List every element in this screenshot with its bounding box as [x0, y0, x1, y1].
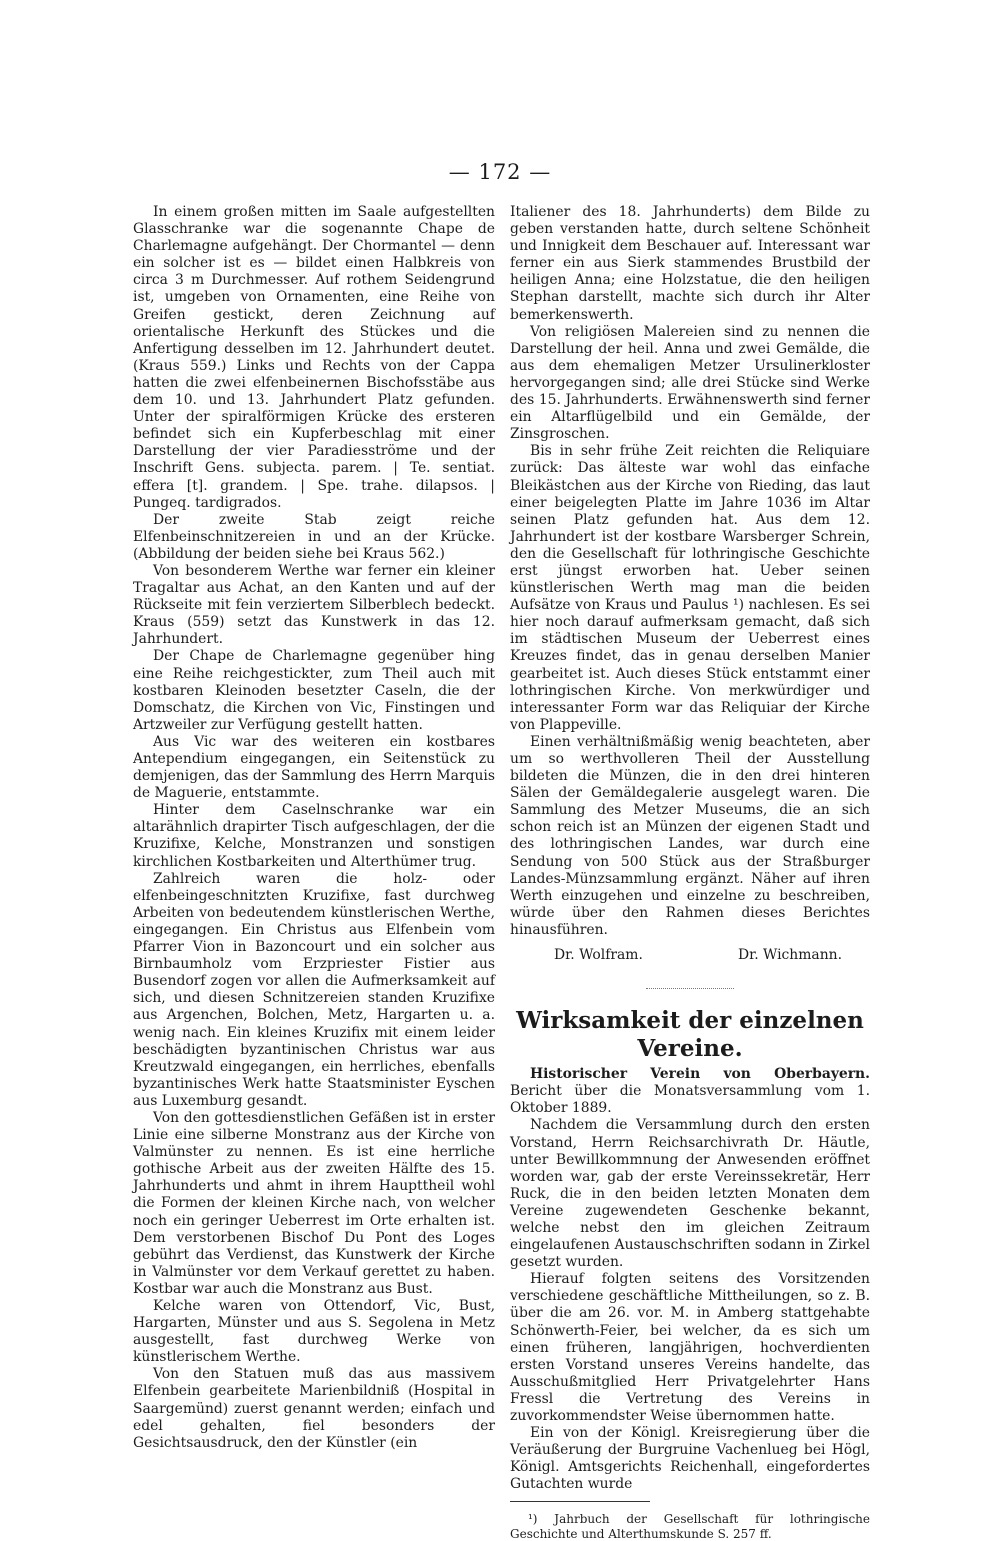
paragraph: Kelche waren von Ottendorf, Vic, Bust, Hargarten, Münster und aus S. Segolena in Metz ausgestellt, fast durchweg Werke von künstlerischem Werthe. [133, 1298, 495, 1366]
paragraph: Von den gottesdienstlichen Gefäßen ist in erster Linie eine silberne Monstranz aus der Kirche von Valmünster zu nennen. Es ist eine herrliche gothische Arbeit aus der zweiten Hälfte des 15. Jahrhunderts und ahmt in ihrem Haupttheil wohl die Formen der kleinen Kirche nach, von welcher noch ein geringer Ueberrest im Orte erhalten ist. Dem verstorbenen Bischof Du Pont des Loges gebührt das Verdienst, das Kunstwerk der Kirche in Valmünster vor dem Verkauf gerettet zu haben. Kostbar war auch die Monstranz aus Bust. [133, 1109, 495, 1297]
subheading [510, 1066, 870, 1117]
report-title: Bericht über die Monatsversammlung vom 1. Oktober 1889. [510, 1083, 870, 1117]
signature-wolfram: Dr. Wolfram. [554, 947, 643, 964]
paragraph: Der zweite Stab zeigt reiche Elfenbeinschnitzereien in und an der Krücke. (Abbildung der beiden siehe bei Kraus 562.) [133, 511, 495, 562]
right-column [510, 204, 870, 1541]
separator [646, 988, 734, 989]
footnote-rule [510, 1501, 650, 1508]
paragraph: Von den Statuen muß das aus massivem Elfenbein gearbeitete Marienbildniß (Hospital in Saargemünd) zuerst genannt werden; einfach und edel gehalten, fiel besonders der Gesichtsausdruck, den der Künstler (ein [133, 1366, 495, 1451]
paragraph: Bis in sehr frühe Zeit reichten die Reliquiare zurück: Das älteste war wohl das einfache Bleikästchen aus der Kirche von Rieding, das laut einer beigelegten Platte im Jahre 1036 im Altar seinen Platz gefunden hat. Aus dem 12. Jahrhundert ist der kostbare Warsberger Schrein, den die Gesellschaft für lothringische Geschichte erst jüngst erworben hat. Ueber seinen künstlerischen Werth mag man die beiden Aufsätze von Kraus und Paulus ¹) nachlesen. Es sei hier noch darauf aufmerksam gemacht, daß sich im städtischen Museum der Ueberrest eines Kreuzes findet, das in genau derselben Manier gearbeitet ist. Auch dieses Stück entstammt einer lothringischen Kirche. Von merkwürdiger und interessanter Form war das Reliquiar der Kirche von Plappeville. [510, 443, 870, 733]
paragraph-continued: Italiener des 18. Jahrhunderts) dem Bilde zu geben verstanden hatte, durch seltene Schönheit und Innigkeit dem Beschauer auf. Interessant war ferner ein aus Sierk stammendes Brustbild der heiligen Anna; eine Holzstatue, die den heiligen Stephan darstellt, machte sich durch ihr Alter bemerkenswerth. [510, 204, 870, 323]
paragraph: Der Chape de Charlemagne gegenüber hing eine Reihe reichgestickter, zum Theil auch mit kostbaren Kleinoden besetzter Caseln, die der Domschatz, die Kirchen von Vic, Finstingen und Artzweiler zur Verfügung gestellt hatten. [133, 648, 495, 733]
page-number: — 172 — [448, 160, 552, 184]
paragraph: Hinter dem Caselnschranke war ein altarähnlich drapirter Tisch aufgeschlagen, der die Kruzifixe, Kelche, Monstranzen und sonstigen kirchlichen Kostbarkeiten und Alterthümer trug. [133, 802, 495, 870]
paragraph: Von religiösen Malereien sind zu nennen die Darstellung der heil. Anna und zwei Gemälde, die aus dem ehemaligen Metzer Ursulinerkloster hervorgegangen sind; alle drei Stücke sind Werke des 15. Jahrhunderts. Erwähnenswerth sind ferner ein Altarflügelbild und ein Gemälde, der Zinsgroschen. [510, 323, 870, 443]
section-title: Wirksamkeit der einzelnen Vereine. [516, 1007, 864, 1063]
paragraph: Hierauf folgten seitens des Vorsitzenden verschiedene geschäftliche Mittheilungen, so z. B. über die am 26. vor. M. in Amberg stattgehabte Schönwerth-Feier, bei welcher, da es sich um einen früheren, langjährigen, hochverdienten ersten Vorstand unseres Vereins handelte, das Ausschußmitglied Herr Privatgelehrter Hans Fressl die Vertretung des Vereins in zuvorkommendster Weise übernommen hatte. [510, 1271, 870, 1424]
paragraph: Einen verhältnißmäßig wenig beachteten, aber um so werthvolleren Theil der Ausstellung bildeten die Münzen, die in den drei hinteren Sälen der Gemäldegalerie ausgelegt waren. Die Sammlung des Metzer Museums, die an sich schon reich ist an Münzen der eigenen Stadt und des lothringischen Landes, war durch eine Sendung von 500 Stück aus der Straßburger Landes-Münzsammlung ergänzt. Näher auf ihren Werth einzugehen und einzelne zu beschreiben, würde über den Rahmen dieses Berichtes hinausführen. [510, 733, 870, 938]
paragraph: Ein von der Königl. Kreisregierung über die Veräußerung der Burgruine Vachenlueg bei Högl, Königl. Amtsgerichts Reichenhall, eingefordertes Gutachten wurde [510, 1425, 870, 1493]
paragraph: Nachdem die Versammlung durch den ersten Vorstand, Herrn Reichsarchivrath Dr. Häutle, unter Bewillkommnung der Anwesenden eröffnet worden war, gab der erste Vereinssekretär, Herr Ruck, die in den beiden letzten Monaten dem Vereine zugewendeten Geschenke bekannt, welche nebst den im gleichen Zeitraum eingelaufenen Austauschschriften sodann in Zirkel gesetzt wurden. [510, 1117, 870, 1271]
paragraph: In einem großen mitten im Saale aufgestellten Glasschranke war die sogenannte Chape de Charlemagne aufgehängt. Der Chormantel — denn ein solcher ist es — bildet einen Halbkreis von circa 3 m Durchmesser. Auf rothem Seidengrund ist, umgeben von Ornamenten, eine Reihe von Greifen gestickt, deren Zeichnung auf orientalische Herkunft des Stückes und die Anfertigung desselben im 12. Jahrhundert deutet. (Kraus 559.) Links und Rechts von der Cappa hatten die zwei elfenbeinernen Bischofsstäbe aus dem 10. und 13. Jahrhundert Platz gefunden. Unter der spiralförmigen Krücke des ersteren befindet sich ein Kupferbeschlag mit einer Darstellung der vier Paradiesströme und der Inschrift Gens. subjecta. parem. | Te. sentiat. effera [t]. grandem. | Spe. trahe. dilapsos. | Pungeq. tardigrados. [133, 204, 495, 511]
society-name: Historischer Verein von Oberbayern. [530, 1066, 870, 1083]
paragraph: Zahlreich waren die holz- oder elfenbeingeschnitzten Kruzifixe, fast durchweg Arbeiten von bedeutendem künstlerischen Werthe, eingegangen. Ein Christus aus Elfenbein vom Pfarrer Vion in Bazoncourt und ein solcher aus Birnbaumholz vom Erzpriester Fistier aus Busendorf zogen vor allen die Aufmerksamkeit auf sich, und diesen Schnitzereien standen Kruzifixe aus Argenchen, Bolchen, Metz, Hargarten u. a. wenig nach. Ein kleines Kruzifix mit einem leider beschädigten byzantinischen Christus war aus Kreutzwald eingegangen, ein herrliches, ebenfalls byzantinisches Werk hatte Staatsminister Eyschen aus Luxemburg gesandt. [133, 870, 495, 1109]
footnote: ¹) Jahrbuch der Gesellschaft für lothringische Geschichte und Alterthumskunde S. 257 ff. [510, 1512, 870, 1541]
signature-wichmann: Dr. Wichmann. [737, 947, 842, 964]
signatures [510, 947, 870, 964]
paragraph: Aus Vic war des weiteren ein kostbares Antependium eingegangen, ein Seitenstück zu demjenigen, das der Sammlung des Herrn Marquis de Maguerie, entstammte. [133, 733, 495, 802]
paragraph: Von besonderem Werthe war ferner ein kleiner Tragaltar aus Achat, an den Kanten und auf der Rückseite mit fein verziertem Silberblech bedeckt. Kraus (559) setzt das Kunstwerk in das 12. Jahrhundert. [133, 562, 495, 648]
left-column [133, 204, 495, 1452]
